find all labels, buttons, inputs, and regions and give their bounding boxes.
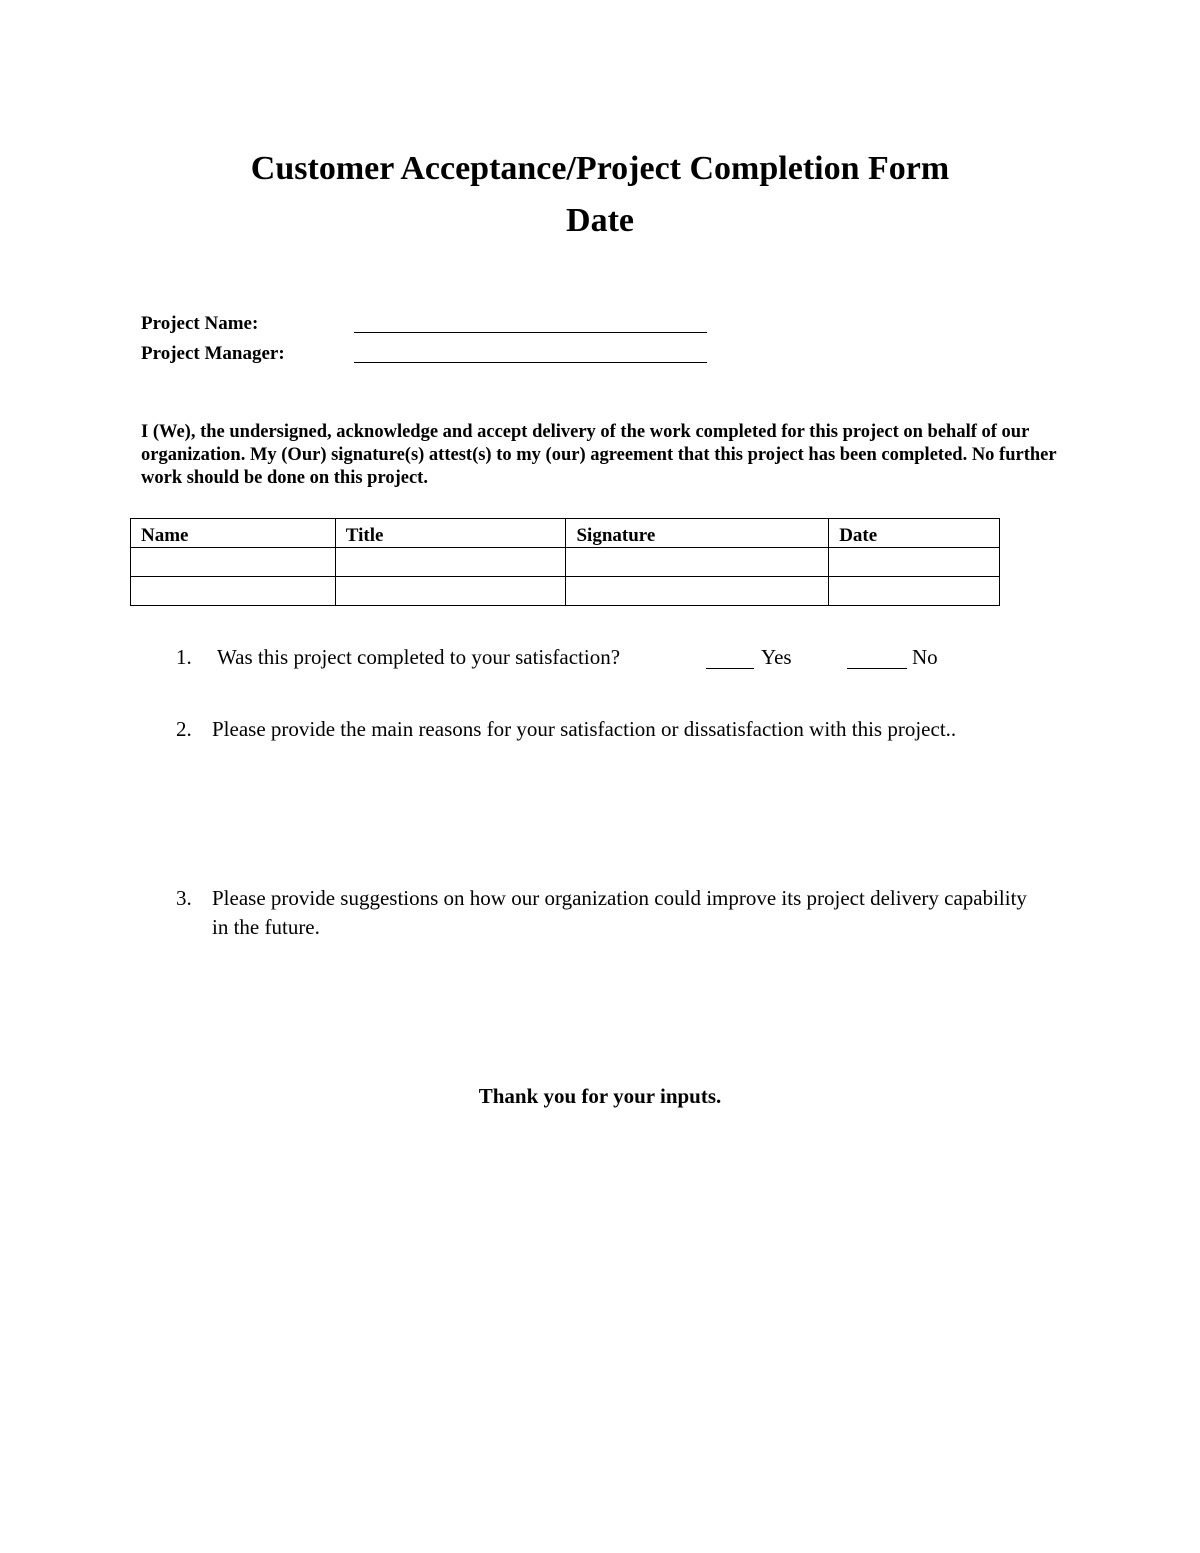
question-3-number: 3. bbox=[176, 886, 192, 910]
date-cell[interactable] bbox=[829, 577, 1000, 606]
form-title: Customer Acceptance/Project Completion Form bbox=[250, 150, 950, 187]
column-header-title: Title bbox=[335, 519, 566, 548]
signature-table bbox=[130, 518, 1000, 606]
title-cell[interactable] bbox=[335, 548, 566, 577]
date-cell[interactable] bbox=[829, 548, 1000, 577]
title-cell[interactable] bbox=[335, 577, 566, 606]
project-name-field bbox=[141, 311, 741, 337]
name-cell[interactable] bbox=[131, 577, 336, 606]
no-answer-blank[interactable] bbox=[847, 668, 907, 669]
question-3-text: Please provide suggestions on how our organization could improve its project delivery capability in the future. bbox=[212, 886, 1027, 939]
form-date-heading: Date bbox=[566, 202, 634, 239]
project-name-label: Project Name: bbox=[141, 313, 259, 334]
column-header-name: Name bbox=[131, 519, 336, 548]
signature-cell[interactable] bbox=[566, 548, 829, 577]
column-header-signature: Signature bbox=[566, 519, 829, 548]
table-row bbox=[131, 548, 1000, 577]
name-cell[interactable] bbox=[131, 548, 336, 577]
closing-message: Thank you for your inputs. bbox=[478, 1084, 722, 1108]
signature-table-header-row bbox=[131, 519, 1000, 548]
signature-cell[interactable] bbox=[566, 577, 829, 606]
column-header-date: Date bbox=[829, 519, 1000, 548]
table-row bbox=[131, 577, 1000, 606]
project-name-input[interactable] bbox=[354, 332, 707, 333]
acceptance-statement: I (We), the undersigned, acknowledge and accept delivery of the work completed for this project on behalf of our organization. My (Our) signature(s) attest(s) to my (our) agreement that this project has been completed. No further work should be done on this project. bbox=[141, 422, 1057, 488]
question-2-text: Please provide the main reasons for your satisfaction or dissatisfaction with this project.. bbox=[212, 717, 957, 741]
yes-answer-blank[interactable] bbox=[706, 668, 754, 669]
question-2-number: 2. bbox=[176, 717, 192, 741]
question-1-text: Was this project completed to your satisfaction? bbox=[217, 645, 621, 669]
project-manager-input[interactable] bbox=[354, 362, 707, 363]
project-manager-label: Project Manager: bbox=[141, 343, 285, 364]
yes-label: Yes bbox=[761, 645, 792, 669]
no-label: No bbox=[912, 645, 938, 669]
project-manager-field bbox=[141, 341, 741, 367]
question-1-number: 1. bbox=[176, 645, 192, 669]
